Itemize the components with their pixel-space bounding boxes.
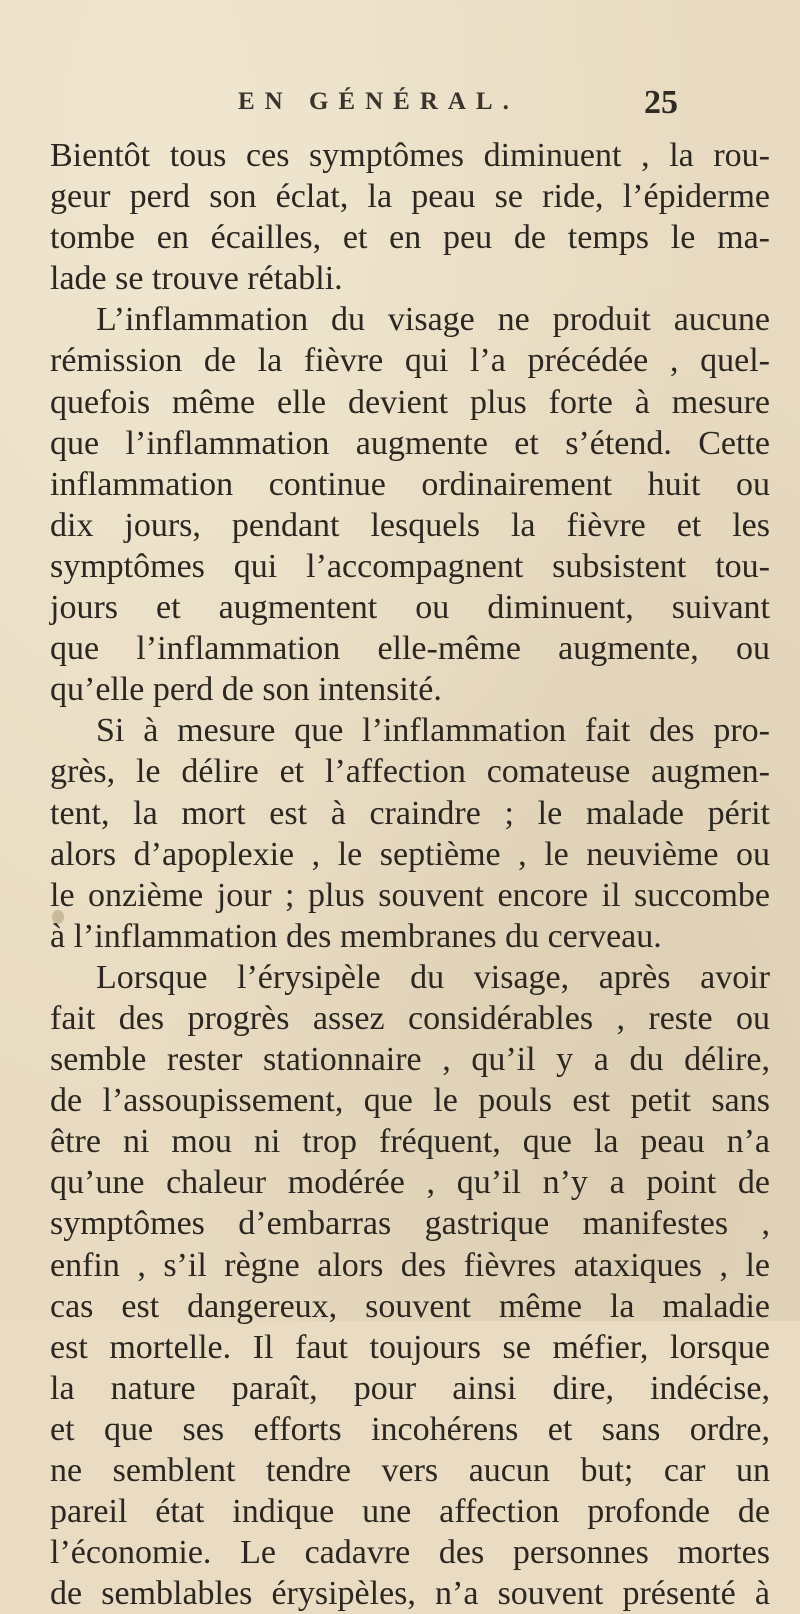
text-line: enfin , s’il règne alors des fièvres ataxiques , le: [50, 1246, 770, 1284]
text-line: que l’inflammation augmente et s’étend. Cette: [50, 424, 770, 462]
text-line: symptômes qui l’accompagnent subsistent tou-: [50, 547, 770, 585]
text-line: qu’elle perd de son intensité.: [50, 671, 442, 709]
text-line: de semblables érysipèles, n’a souvent présenté à: [50, 1575, 770, 1613]
text-line: Lorsque l’érysipèle du visage, après avoir: [96, 958, 770, 996]
text-line: à l’inflammation des membranes du cerveau.: [50, 917, 662, 955]
text-line: inflammation continue ordinairement huit ou: [50, 465, 770, 503]
page-header: [238, 84, 678, 128]
text-line: pareil état indique une affection profonde de: [50, 1493, 770, 1531]
text-line: ne semblent tendre vers aucun but; car un: [50, 1452, 770, 1489]
text-line: symptômes d’embarras gastrique manifestes ,: [50, 1205, 770, 1243]
body-text: [50, 135, 770, 1614]
text-line: geur perd son éclat, la peau se ride, l’épiderme: [50, 178, 770, 216]
text-line: qu’une chaleur modérée , qu’il n’y a point de: [50, 1164, 770, 1202]
text-line: alors d’apoplexie , le septième , le neuvième ou: [50, 835, 770, 873]
text-line: et que ses efforts incohérens et sans ordre,: [50, 1410, 770, 1448]
text-line: jours et augmentent ou diminuent, suivant: [50, 589, 770, 627]
text-line: Si à mesure que l’inflammation fait des pro-: [96, 712, 770, 750]
text-line: quefois même elle devient plus forte à mesure: [50, 383, 770, 421]
text-line: Bientôt tous ces symptômes diminuent , la rou-: [50, 137, 770, 174]
text-line: la nature paraît, pour ainsi dire, indécise,: [50, 1369, 770, 1407]
text-line: tent, la mort est à craindre ; le malade périt: [50, 794, 770, 832]
text-line: cas est dangereux, souvent même la maladie: [50, 1287, 770, 1325]
text-line: dix jours, pendant lesquels la fièvre et les: [50, 506, 770, 544]
text-line: tombe en écailles, et en peu de temps le ma-: [50, 219, 770, 257]
text-line: être ni mou ni trop fréquent, que la peau n’a: [50, 1123, 770, 1161]
text-line: l’économie. Le cadavre des personnes mortes: [50, 1534, 770, 1572]
page-number: 25: [644, 84, 678, 121]
text-line: le onzième jour ; plus souvent encore il succombe: [50, 876, 770, 914]
text-line: grès, le délire et l’affection comateuse augmen-: [50, 753, 770, 791]
text-line: lade se trouve rétabli.: [50, 260, 343, 298]
text-line: fait des progrès assez considérables , reste ou: [50, 999, 770, 1037]
text-line: L’inflammation du visage ne produit aucune: [96, 301, 770, 339]
text-line: est mortelle. Il faut toujours se méfier, lorsque: [50, 1328, 770, 1366]
text-line: rémission de la fièvre qui l’a précédée , quel-: [50, 342, 770, 380]
running-title: EN GÉNÉRAL.: [238, 88, 519, 115]
text-line: que l’inflammation elle-même augmente, ou: [50, 630, 770, 668]
text-line: de l’assoupissement, que le pouls est petit sans: [50, 1082, 770, 1120]
text-line: semble rester stationnaire , qu’il y a du délire,: [50, 1041, 770, 1079]
